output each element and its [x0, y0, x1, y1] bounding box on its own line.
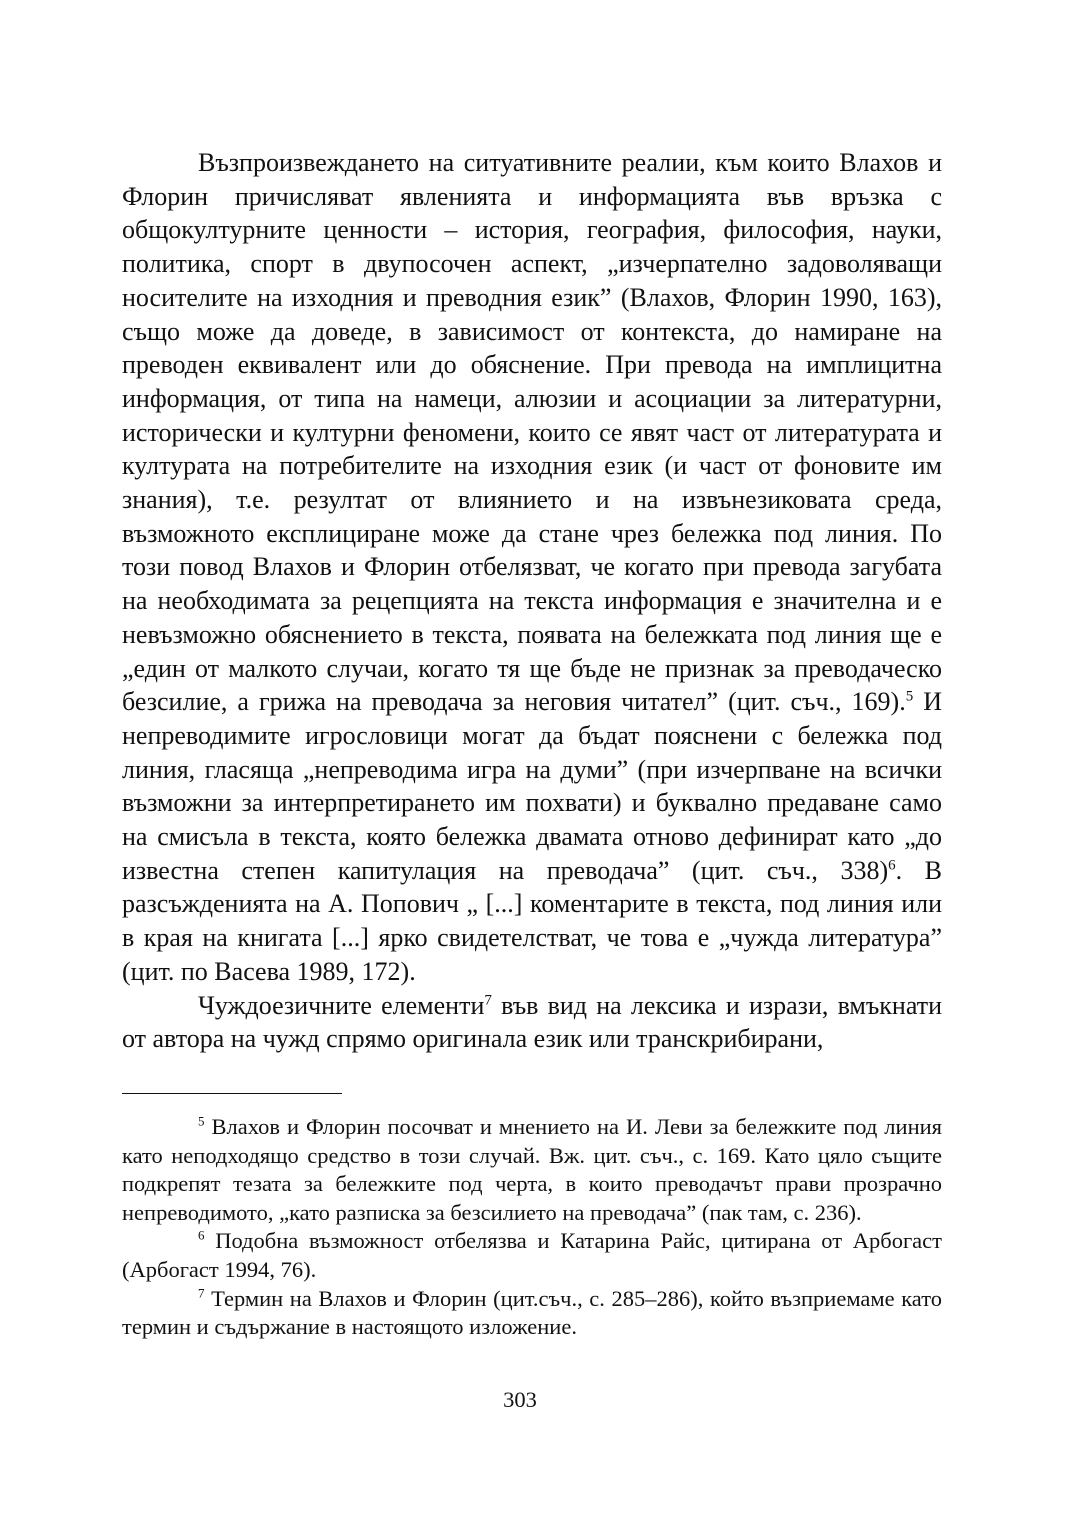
footnotes — [122, 1113, 942, 1342]
paragraph-1-text-b: И непреводимите игрословици могат да бъдат пояснени с бележка под линия, гласяща „непреводима игра на думи” (при изчерпване на всички възможни за интерпретирането им похвати) и буквално предаване само на смисъла в текста, която бележка двамата отново дефинират като „до известна степен капитулация на преводача” (цит. съч., 338) — [122, 687, 942, 885]
paragraph-1-text-a: Възпроизвеждането на ситуативните реалии, към които Влахов и Флорин причисляват явленията и информацията във връзка с общокултурните ценности – история, география, философия, науки, политика, спорт в двупосочен аспект, „изчерпателно задоволяващи носителите на изходния и преводния език” (Влахов, Флорин 1990, 163), също може да доведе, в зависимост от контекста, до намиране на преводен еквивалент или до обяснение. При превода на имплицитна информация, от типа на намеци, алюзии и асоциации за литературни, исторически и културни феномени, които се явят част от литературата и културата на потребителите на изходния език (и част от фоновите им знания), т.е. резултат от влиянието и на извънезиковата среда, възможното експлициране може да стане чрез бележка под линия. По този повод Влахов и Флорин отбелязват, че когато при превода загубата на необходимата за рецепцията на текста информация е значителна и е невъзможно обяснението в текста, появата на бележката под линия ще е „един от малкото случаи, когато тя ще бъде не признак за преводаческо безсилие, а грижа на преводача за неговия читател” (цит. съч., 169). — [122, 148, 942, 717]
paragraph-2-text-a: Чуждоезичните елементи — [198, 990, 485, 1020]
footnote-text: Подобна възможност отбелязва и Катарина Райс, цитирана от Арбогаст (Арбогаст 1994, 76). — [122, 1228, 942, 1282]
paragraph-2 — [122, 989, 942, 1056]
paragraph-1-text-c: . В разсъжденията на А. Попович „ [...] коментарите в текста, под линия или в края на книгата [...] ярко свидетелстват, че това е „чужда литература” (цит. по Васева 1989, 172). — [122, 855, 943, 986]
footnote-ref-5: 5 — [905, 688, 914, 705]
page-number: 303 — [503, 1387, 537, 1412]
footnote-number: 5 — [198, 1113, 205, 1129]
footnote-text: Термин на Влахов и Флорин (цит.съч., с. 285–286), който възприемаме като термин и съдържание в настоящото изложение. — [122, 1285, 942, 1340]
footnote-ref-6: 6 — [888, 857, 896, 874]
footnote-number: 7 — [198, 1285, 205, 1301]
footnote-separator — [122, 1093, 342, 1094]
body-text — [122, 146, 942, 1056]
footnote-5 — [122, 1113, 942, 1227]
paragraph-1 — [122, 146, 942, 989]
paragraph-2-text-b: във вид на лексика и изрази, вмъкнати от автора на чужд спрямо оригинала език или транскрибирани, — [122, 990, 942, 1054]
footnote-ref-7: 7 — [484, 991, 492, 1008]
footnote-6 — [122, 1227, 942, 1284]
footnote-7 — [122, 1285, 942, 1342]
footnote-text: Влахов и Флорин посочват и мнението на И. Леви за бележките под линия като неподходящо средство в този случай. Вж. цит. съч., с. 169. Като цяло същите подкрепят тезата за бележките под черта, в които преводачът прави прозрачно непреводимото, „като разписка за безсилието на преводача” (пак там, с. 236). — [122, 1114, 942, 1225]
footnote-number: 6 — [198, 1227, 205, 1243]
